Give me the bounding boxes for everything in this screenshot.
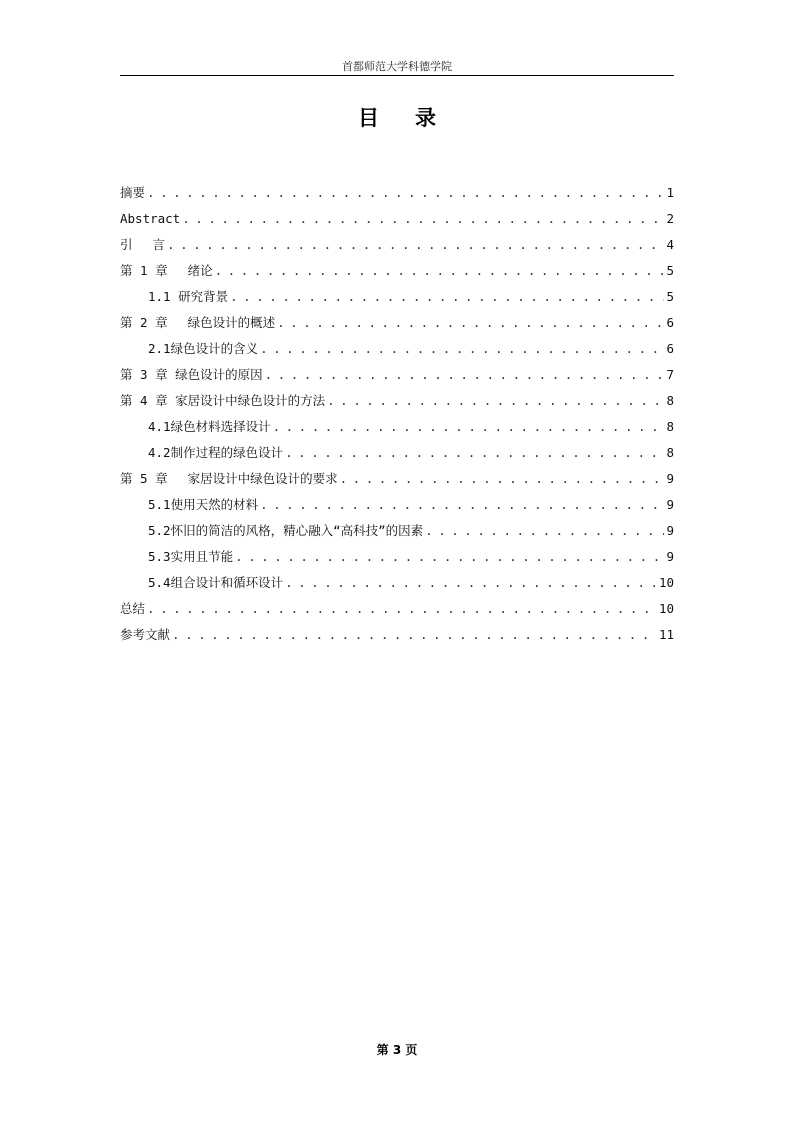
toc-entry[interactable] (120, 572, 674, 598)
toc-entry-label: 第 4 章 家居设计中绿色设计的方法 (120, 393, 326, 408)
toc-entry-label: 2.1绿色设计的含义 (148, 341, 259, 356)
dot-leader (425, 520, 664, 542)
toc-entry-label: 摘要 (120, 185, 146, 200)
toc-entry-label: 引 言 (120, 237, 166, 252)
toc-entry[interactable] (120, 182, 674, 208)
toc-entry[interactable] (120, 364, 674, 390)
dot-leader (273, 416, 664, 438)
dot-leader (230, 286, 664, 308)
toc-entry[interactable] (120, 390, 674, 416)
dot-leader (215, 260, 664, 282)
toc-entry-page: 6 (666, 315, 674, 330)
dot-leader (265, 364, 664, 386)
toc-entry[interactable] (120, 286, 674, 312)
toc-entry[interactable] (120, 312, 674, 338)
toc-entry-label: 1.1 研究背景 (148, 289, 229, 304)
toc-entry-page: 10 (658, 575, 674, 590)
dot-leader (235, 546, 664, 568)
toc-title: 目录 (358, 106, 472, 130)
toc-entry-label: 4.2制作过程的绿色设计 (148, 445, 284, 460)
dot-leader (277, 312, 664, 334)
dot-leader (182, 208, 664, 230)
dot-leader (327, 390, 664, 412)
dot-leader (260, 494, 664, 516)
toc-entry-label: 总结 (120, 601, 146, 616)
toc-entry[interactable] (120, 520, 674, 546)
toc-entry-page: 8 (666, 419, 674, 434)
toc-entry-page: 8 (666, 393, 674, 408)
toc-entry-label: 4.1绿色材料选择设计 (148, 419, 271, 434)
toc-entry-page: 4 (666, 237, 674, 252)
toc-entry[interactable] (120, 442, 674, 468)
toc-entry-label: 第 2 章 绿色设计的概述 (120, 315, 276, 330)
dot-leader (260, 338, 664, 360)
toc-entry-label: 5.2怀旧的简洁的风格，精心融入“高科技”的因素 (148, 523, 424, 538)
toc-entry-label: 第 1 章 绪论 (120, 263, 213, 278)
toc-entry-label: 参考文献 (120, 627, 171, 642)
toc-entry[interactable] (120, 208, 674, 234)
toc-entry-label: 5.3实用且节能 (148, 549, 234, 564)
toc-entry-page: 9 (666, 497, 674, 512)
toc-entry[interactable] (120, 598, 674, 624)
dot-leader (172, 624, 657, 646)
page-header: 首都师范大学科德学院 (342, 60, 452, 73)
toc-entry-label: 第 3 章 绿色设计的原因 (120, 367, 263, 382)
toc-entry-page: 10 (658, 601, 674, 616)
toc-entry-page: 9 (666, 549, 674, 564)
dot-leader (285, 442, 664, 464)
toc-entry-page: 1 (666, 185, 674, 200)
table-of-contents (120, 182, 674, 650)
toc-entry-page: 9 (666, 471, 674, 486)
toc-entry[interactable] (120, 234, 674, 260)
toc-entry-label: Abstract (120, 211, 181, 226)
dot-leader (147, 598, 657, 620)
toc-entry-page: 5 (666, 289, 674, 304)
toc-entry-page: 8 (666, 445, 674, 460)
toc-entry-label: 5.4组合设计和循环设计 (148, 575, 284, 590)
dot-leader (340, 468, 664, 490)
header-divider (120, 75, 674, 76)
toc-entry-page: 7 (666, 367, 674, 382)
dot-leader (167, 234, 664, 256)
toc-entry-page: 11 (658, 627, 674, 642)
toc-entry[interactable] (120, 624, 674, 650)
toc-entry-label: 5.1使用天然的材料 (148, 497, 259, 512)
page-number: 第 3 页 (376, 1043, 418, 1057)
toc-entry-page: 5 (666, 263, 674, 278)
dot-leader (285, 572, 657, 594)
toc-entry[interactable] (120, 468, 674, 494)
toc-entry-page: 6 (666, 341, 674, 356)
dot-leader (147, 182, 664, 204)
toc-entry-page: 9 (666, 523, 674, 538)
toc-entry[interactable] (120, 494, 674, 520)
toc-entry[interactable] (120, 546, 674, 572)
toc-entry-label: 第 5 章 家居设计中绿色设计的要求 (120, 471, 338, 486)
toc-entry[interactable] (120, 416, 674, 442)
toc-entry[interactable] (120, 338, 674, 364)
toc-entry-page: 2 (666, 211, 674, 226)
toc-entry[interactable] (120, 260, 674, 286)
